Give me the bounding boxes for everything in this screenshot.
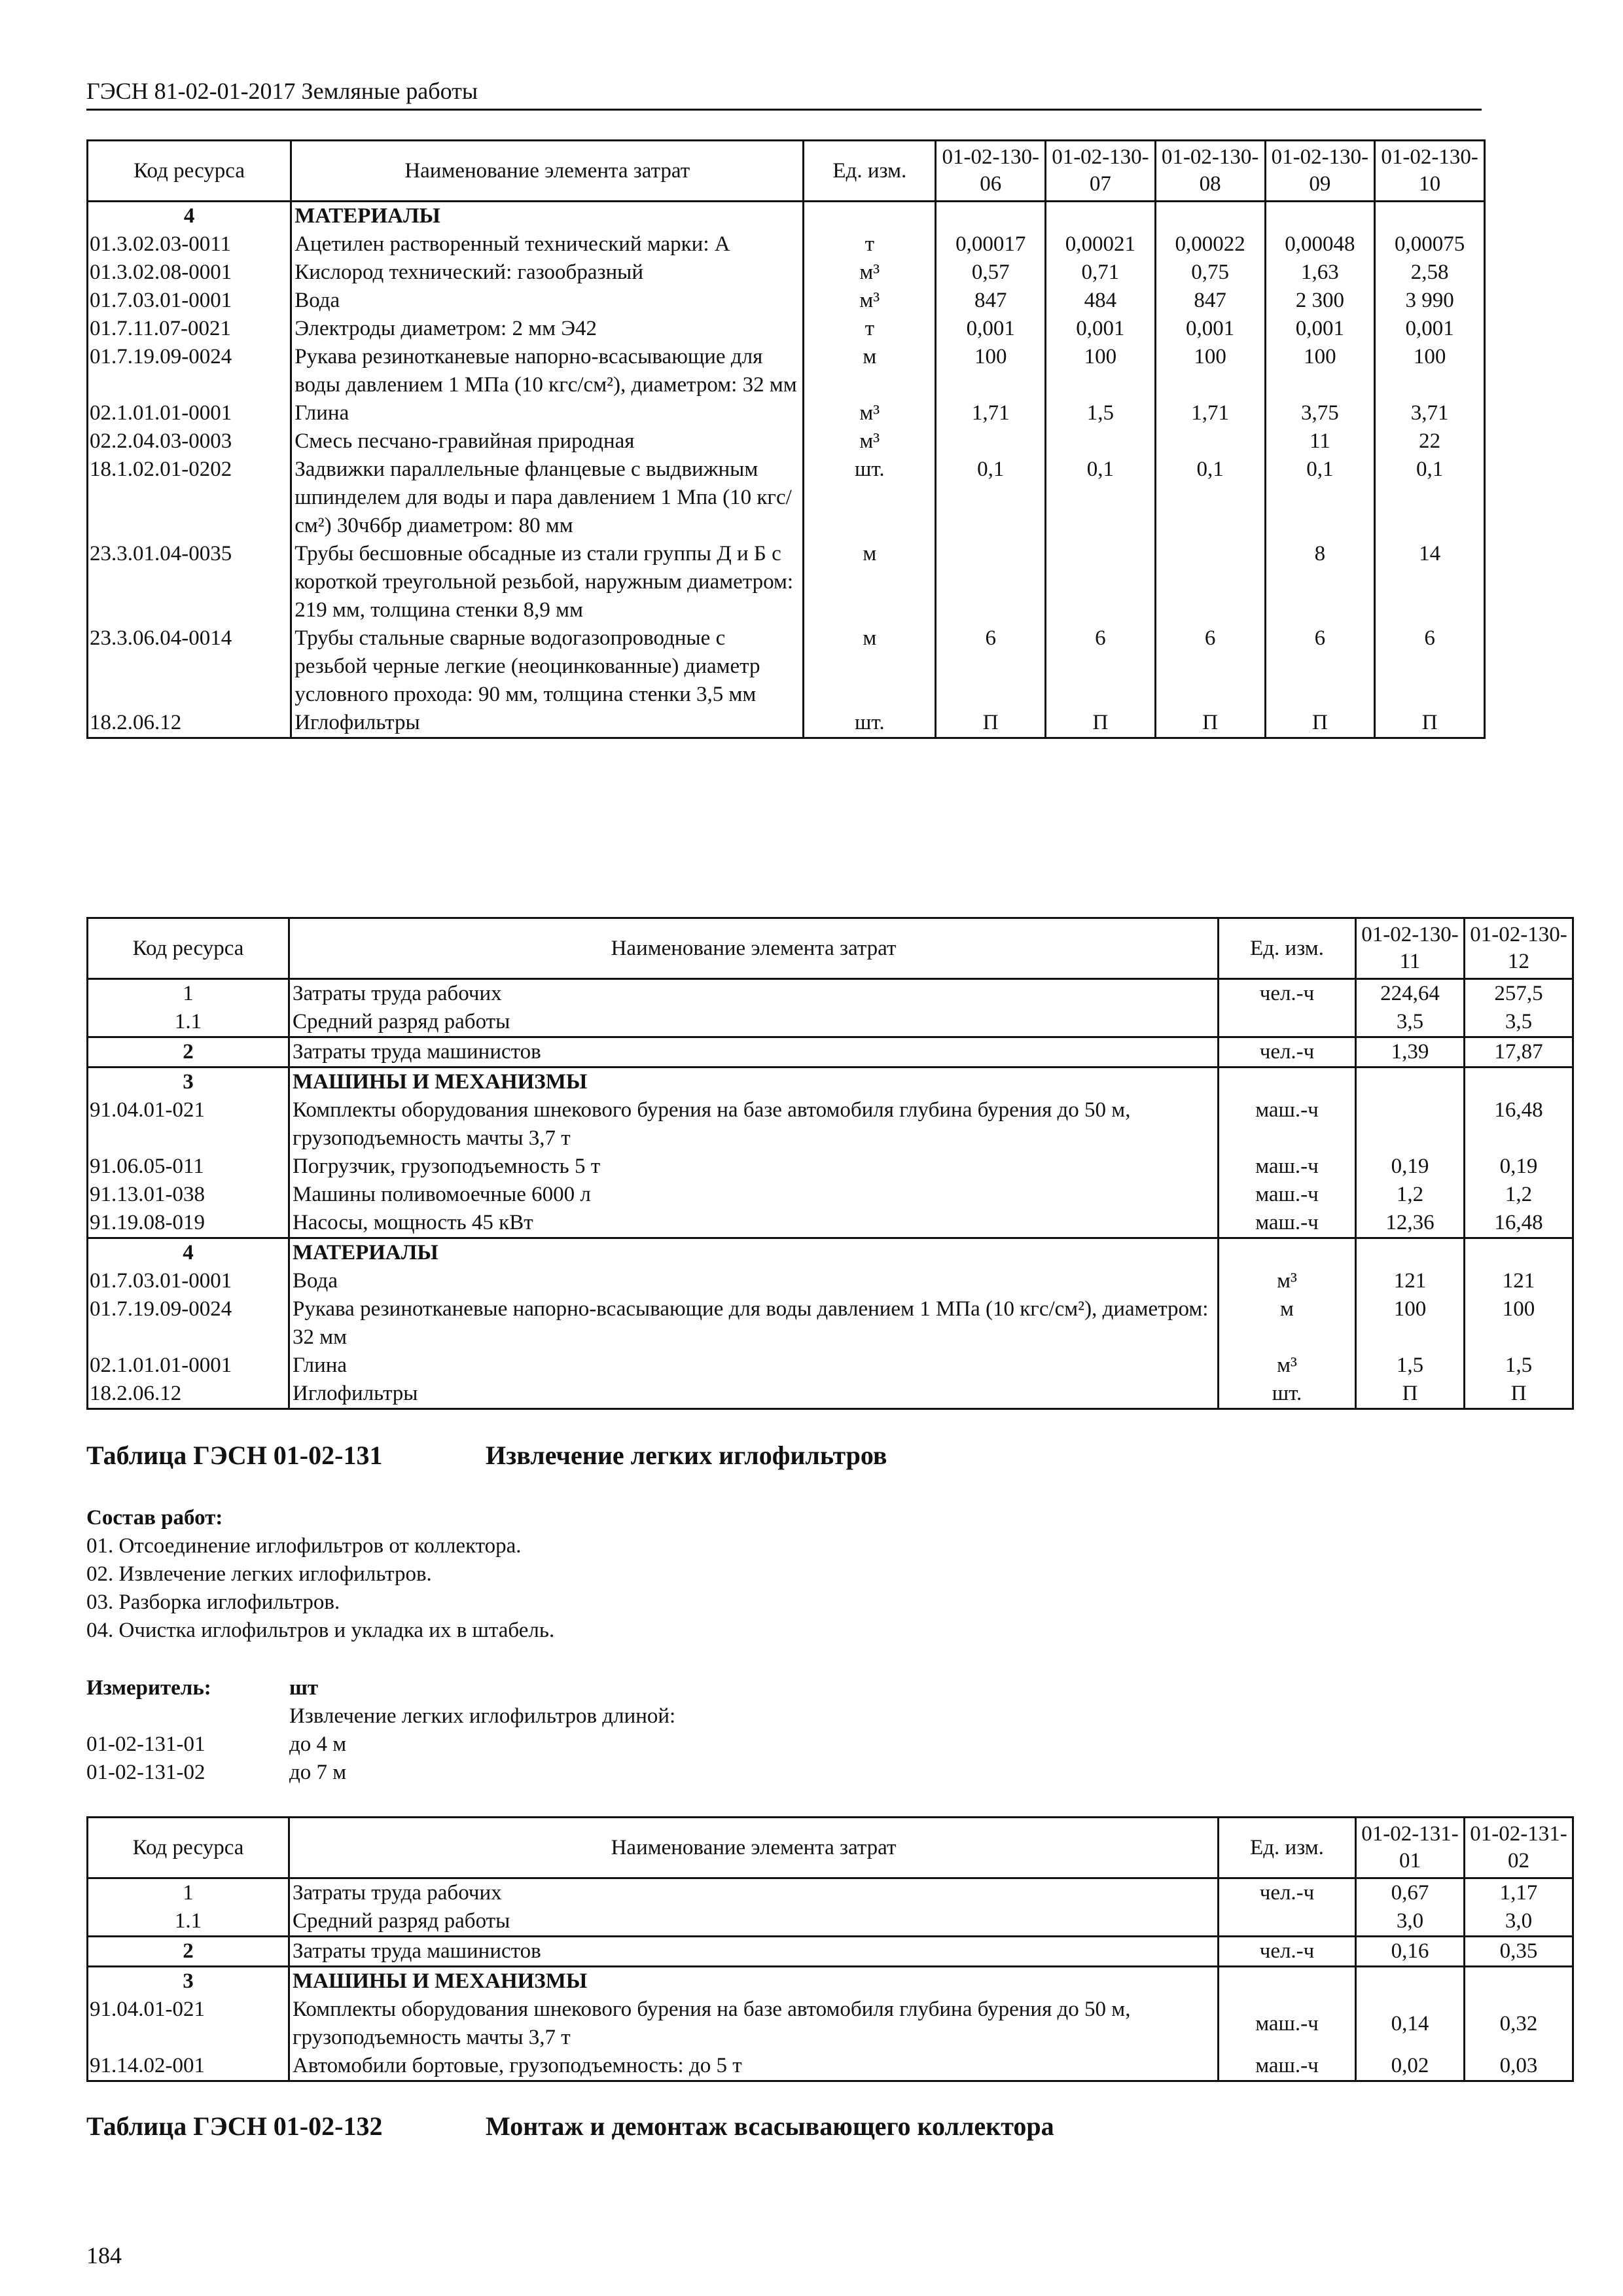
resource-name: Комплекты оборудования шнекового бурения на базе автомобиля глубина бурения до 50 м, грузоподъемность мачты 3,7 т xyxy=(289,1996,1219,2052)
resource-unit: м xyxy=(804,343,936,399)
resource-value xyxy=(1356,1067,1465,1097)
resource-value xyxy=(1155,540,1265,624)
measure-label: Измеритель: xyxy=(86,1676,211,1700)
resource-table-130-11-12 xyxy=(86,917,1574,1410)
resource-value: 847 xyxy=(936,287,1046,315)
resource-value: 0,1 xyxy=(1375,456,1485,540)
resource-value: 224,64 xyxy=(1356,979,1465,1009)
resource-name: Погрузчик, грузоподъемность 5 т xyxy=(289,1153,1219,1181)
table-row xyxy=(88,1096,1573,1153)
resource-value: 16,48 xyxy=(1465,1096,1573,1153)
resource-value: 0,00021 xyxy=(1046,230,1156,259)
variant-code: 01-02-131-01 xyxy=(86,1732,205,1756)
resource-code: 02.2.04.03-0003 xyxy=(88,427,291,456)
table-131-number: Таблица ГЭСН 01-02-131 xyxy=(86,1441,383,1470)
table-row xyxy=(88,230,1485,259)
resource-unit: м xyxy=(1219,1295,1356,1352)
table-row xyxy=(88,259,1485,287)
resource-unit: шт. xyxy=(804,709,936,738)
resource-unit: т xyxy=(804,315,936,343)
table-row xyxy=(88,343,1485,399)
resource-unit xyxy=(804,202,936,231)
resource-unit xyxy=(1219,1067,1356,1097)
col-header-name: Наименование элемента затрат xyxy=(291,141,804,202)
resource-code: 3 xyxy=(88,1067,289,1097)
resource-code: 01.7.03.01-0001 xyxy=(88,1267,289,1295)
table-row xyxy=(88,287,1485,315)
resource-name: Насосы, мощность 45 кВт xyxy=(289,1209,1219,1238)
resource-name: Задвижки параллельные фланцевые с выдвижным шпинделем для воды и пара давлением 1 Мпа (10 кгс/см²) 30ч6бр диаметром: 80 мм xyxy=(291,456,804,540)
table-row xyxy=(88,202,1485,231)
resource-name: Затраты труда рабочих xyxy=(289,979,1219,1009)
resource-value: 100 xyxy=(1356,1295,1465,1352)
resource-unit xyxy=(1219,1967,1356,1996)
table-row xyxy=(88,1967,1573,1996)
resource-value: 3 990 xyxy=(1375,287,1485,315)
col-header-code: Код ресурса xyxy=(88,1818,289,1878)
table-row xyxy=(88,1937,1573,1967)
resource-code: 18.2.06.12 xyxy=(88,1380,289,1409)
resource-code: 18.1.02.01-0202 xyxy=(88,456,291,540)
resource-value xyxy=(1155,202,1265,231)
resource-unit: м xyxy=(804,540,936,624)
table-row xyxy=(88,979,1573,1009)
resource-name: Электроды диаметром: 2 мм Э42 xyxy=(291,315,804,343)
resource-name: Машины поливомоечные 6000 л xyxy=(289,1181,1219,1209)
resource-code: 1 xyxy=(88,979,289,1009)
variant-text: до 4 м xyxy=(289,1732,347,1756)
resource-unit: шт. xyxy=(804,456,936,540)
resource-value: 2,58 xyxy=(1375,259,1485,287)
col-header-code-value: 01-02-130-06 xyxy=(936,141,1046,202)
resource-unit: м³ xyxy=(804,259,936,287)
table-row xyxy=(88,2052,1573,2081)
resource-value: П xyxy=(1356,1380,1465,1409)
resource-code: 01.3.02.08-0001 xyxy=(88,259,291,287)
col-header-code-value: 01-02-130-08 xyxy=(1155,141,1265,202)
resource-code: 18.2.06.12 xyxy=(88,709,291,738)
resource-value: 257,5 xyxy=(1465,979,1573,1009)
resource-name: Затраты труда рабочих xyxy=(289,1878,1219,1908)
header-row xyxy=(88,918,1573,979)
table-row xyxy=(88,624,1485,709)
resource-value: 2 300 xyxy=(1265,287,1375,315)
resource-value: 22 xyxy=(1375,427,1485,456)
resource-value xyxy=(1465,1238,1573,1268)
table-row xyxy=(88,1238,1573,1268)
resource-name: Кислород технический: газообразный xyxy=(291,259,804,287)
resource-code: 2 xyxy=(88,1037,289,1067)
resource-value: 6 xyxy=(1046,624,1156,709)
col-header-unit: Ед. изм. xyxy=(1219,918,1356,979)
resource-value: 0,16 xyxy=(1356,1937,1465,1967)
resource-value: 0,001 xyxy=(1046,315,1156,343)
resource-name: МАШИНЫ И МЕХАНИЗМЫ xyxy=(289,1967,1219,1996)
resource-name: Трубы стальные сварные водогазопроводные с резьбой черные легкие (неоцинкованные) диаметр условного прохода: 90 мм, толщина стенки 3,5 мм xyxy=(291,624,804,709)
table-row xyxy=(88,427,1485,456)
col-header-name: Наименование элемента затрат xyxy=(289,918,1219,979)
header-row xyxy=(88,141,1485,202)
resource-value: 0,1 xyxy=(1155,456,1265,540)
resource-value: 100 xyxy=(936,343,1046,399)
work-composition xyxy=(86,1504,554,1645)
resource-table-131 xyxy=(86,1816,1574,2082)
resource-unit: маш.-ч xyxy=(1219,1096,1356,1153)
variant-text: до 7 м xyxy=(289,1761,347,1784)
col-header-code-value: 01-02-131-01 xyxy=(1356,1818,1465,1878)
table-row xyxy=(88,1878,1573,1908)
resource-value: 0,001 xyxy=(936,315,1046,343)
resource-value: 0,001 xyxy=(1375,315,1485,343)
resource-code: 01.7.19.09-0024 xyxy=(88,343,291,399)
resource-name: Автомобили бортовые, грузоподъемность: до 5 т xyxy=(289,2052,1219,2081)
table-row xyxy=(88,1067,1573,1097)
resource-value xyxy=(1465,1067,1573,1097)
resource-value: 0,02 xyxy=(1356,2052,1465,2081)
resource-value: 0,03 xyxy=(1465,2052,1573,2081)
table-132-heading xyxy=(86,2111,1054,2142)
resource-name: Рукава резинотканевые напорно-всасывающие для воды давлением 1 МПа (10 кгс/см²), диаметром: 32 мм xyxy=(291,343,804,399)
resource-unit: чел.-ч xyxy=(1219,1937,1356,1967)
resource-value xyxy=(1046,427,1156,456)
resource-value: 1,71 xyxy=(1155,399,1265,427)
resource-value: 0,75 xyxy=(1155,259,1265,287)
resource-value: П xyxy=(1465,1380,1573,1409)
resource-code: 91.19.08-019 xyxy=(88,1209,289,1238)
resource-value: 0,001 xyxy=(1155,315,1265,343)
resource-code: 91.13.01-038 xyxy=(88,1181,289,1209)
resource-code: 01.7.11.07-0021 xyxy=(88,315,291,343)
resource-value: 0,71 xyxy=(1046,259,1156,287)
resource-value: 6 xyxy=(1375,624,1485,709)
resource-code: 91.04.01-021 xyxy=(88,1996,289,2052)
resource-value: 1,2 xyxy=(1356,1181,1465,1209)
resource-unit xyxy=(1219,1238,1356,1268)
resource-unit: маш.-ч xyxy=(1219,1153,1356,1181)
resource-value: 121 xyxy=(1356,1267,1465,1295)
resource-value: 484 xyxy=(1046,287,1156,315)
resource-unit xyxy=(1219,1008,1356,1037)
resource-name: Затраты труда машинистов xyxy=(289,1037,1219,1067)
resource-code: 01.3.02.03-0011 xyxy=(88,230,291,259)
resource-value: 847 xyxy=(1155,287,1265,315)
resource-value xyxy=(1465,1967,1573,1996)
running-header xyxy=(86,77,1482,111)
resource-value: П xyxy=(1155,709,1265,738)
resource-value: 1,71 xyxy=(936,399,1046,427)
resource-value: 6 xyxy=(936,624,1046,709)
resource-value: 3,0 xyxy=(1356,1907,1465,1937)
resource-value: 0,57 xyxy=(936,259,1046,287)
resource-unit: чел.-ч xyxy=(1219,979,1356,1009)
resource-value: 0,19 xyxy=(1465,1153,1573,1181)
resource-value xyxy=(936,427,1046,456)
resource-name: Трубы бесшовные обсадные из стали группы Д и Б с короткой треугольной резьбой, наружным диаметром: 219 мм, толщина стенки 8,9 мм xyxy=(291,540,804,624)
resource-value: 0,1 xyxy=(936,456,1046,540)
resource-code: 1.1 xyxy=(88,1008,289,1037)
table-132-number: Таблица ГЭСН 01-02-132 xyxy=(86,2111,383,2141)
resource-value: 1,17 xyxy=(1465,1878,1573,1908)
resource-code: 3 xyxy=(88,1967,289,1996)
col-header-code-value: 01-02-131-02 xyxy=(1465,1818,1573,1878)
resource-value: 3,71 xyxy=(1375,399,1485,427)
col-header-code: Код ресурса xyxy=(88,141,291,202)
resource-code: 02.1.01.01-0001 xyxy=(88,399,291,427)
resource-value xyxy=(1356,1238,1465,1268)
resource-value: 0,00075 xyxy=(1375,230,1485,259)
resource-name: Смесь песчано-гравийная природная xyxy=(291,427,804,456)
resource-code: 91.06.05-011 xyxy=(88,1153,289,1181)
resource-code: 1.1 xyxy=(88,1907,289,1937)
resource-value: 12,36 xyxy=(1356,1209,1465,1238)
resource-unit xyxy=(1219,1907,1356,1937)
resource-value: 11 xyxy=(1265,427,1375,456)
resource-value xyxy=(1155,427,1265,456)
resource-value: 1,63 xyxy=(1265,259,1375,287)
resource-value: 14 xyxy=(1375,540,1485,624)
resource-value xyxy=(1375,202,1485,231)
resource-unit: м³ xyxy=(804,427,936,456)
table-row xyxy=(88,1008,1573,1037)
table-row xyxy=(88,399,1485,427)
resource-unit: м³ xyxy=(1219,1352,1356,1380)
table-row xyxy=(88,1907,1573,1937)
resource-value xyxy=(1046,202,1156,231)
resource-value: 1,39 xyxy=(1356,1037,1465,1067)
col-header-code-value: 01-02-130-07 xyxy=(1046,141,1156,202)
resource-unit: маш.-ч xyxy=(1219,1181,1356,1209)
resource-value: 17,87 xyxy=(1465,1037,1573,1067)
col-header-code-value: 01-02-130-10 xyxy=(1375,141,1485,202)
resource-value: 3,5 xyxy=(1465,1008,1573,1037)
work-item: 02. Извлечение легких иглофильтров. xyxy=(86,1562,432,1586)
table-row xyxy=(88,1153,1573,1181)
resource-unit: чел.-ч xyxy=(1219,1878,1356,1908)
resource-value: 1,2 xyxy=(1465,1181,1573,1209)
table-row xyxy=(88,1352,1573,1380)
resource-value: П xyxy=(1046,709,1156,738)
resource-value: 1,5 xyxy=(1356,1352,1465,1380)
resource-value: 100 xyxy=(1155,343,1265,399)
table-row xyxy=(88,456,1485,540)
col-header-name: Наименование элемента затрат xyxy=(289,1818,1219,1878)
resource-name: Средний разряд работы xyxy=(289,1008,1219,1037)
resource-value: 121 xyxy=(1465,1267,1573,1295)
work-item: 01. Отсоединение иглофильтров от коллектора. xyxy=(86,1534,522,1558)
table-131-title: Извлечение легких иглофильтров xyxy=(486,1441,887,1470)
resource-name: МАТЕРИАЛЫ xyxy=(291,202,804,231)
header-row xyxy=(88,1818,1573,1878)
work-item: 03. Разборка иглофильтров. xyxy=(86,1590,340,1614)
resource-code: 02.1.01.01-0001 xyxy=(88,1352,289,1380)
resource-value: 100 xyxy=(1375,343,1485,399)
resource-name: Ацетилен растворенный технический марки: А xyxy=(291,230,804,259)
table-row xyxy=(88,1267,1573,1295)
variant-code: 01-02-131-02 xyxy=(86,1761,205,1784)
resource-value: 3,5 xyxy=(1356,1008,1465,1037)
resource-value xyxy=(936,540,1046,624)
resource-value: 0,00017 xyxy=(936,230,1046,259)
resource-unit: маш.-ч xyxy=(1219,2052,1356,2081)
table-row xyxy=(88,315,1485,343)
resource-name: Вода xyxy=(291,287,804,315)
table-row xyxy=(88,1209,1573,1238)
resource-name: МАШИНЫ И МЕХАНИЗМЫ xyxy=(289,1067,1219,1097)
resource-value: 0,00048 xyxy=(1265,230,1375,259)
resource-code: 01.7.19.09-0024 xyxy=(88,1295,289,1352)
resource-value: 6 xyxy=(1265,624,1375,709)
resource-code: 4 xyxy=(88,1238,289,1268)
resource-unit: чел.-ч xyxy=(1219,1037,1356,1067)
table-131-heading xyxy=(86,1440,887,1471)
table-row xyxy=(88,1295,1573,1352)
resource-value: 0,35 xyxy=(1465,1937,1573,1967)
resource-value: 0,1 xyxy=(1265,456,1375,540)
resource-name: Средний разряд работы xyxy=(289,1907,1219,1937)
col-header-unit: Ед. изм. xyxy=(804,141,936,202)
table-row xyxy=(88,709,1485,738)
header-title: ГЭСН 81-02-01-2017 Земляные работы xyxy=(86,78,478,104)
resource-value xyxy=(1265,202,1375,231)
resource-code: 1 xyxy=(88,1878,289,1908)
table-132-title: Монтаж и демонтаж всасывающего коллектора xyxy=(486,2111,1054,2141)
resource-name: Глина xyxy=(291,399,804,427)
resource-value: 0,67 xyxy=(1356,1878,1465,1908)
resource-code: 23.3.06.04-0014 xyxy=(88,624,291,709)
resource-value: 1,5 xyxy=(1465,1352,1573,1380)
resource-value: 0,1 xyxy=(1046,456,1156,540)
col-header-code-value: 01-02-130-09 xyxy=(1265,141,1375,202)
resource-value xyxy=(1046,540,1156,624)
measure-unit: шт xyxy=(289,1676,319,1700)
col-header-unit: Ед. изм. xyxy=(1219,1818,1356,1878)
resource-value xyxy=(1356,1967,1465,1996)
resource-unit: т xyxy=(804,230,936,259)
resource-value: 3,75 xyxy=(1265,399,1375,427)
resource-code: 91.04.01-021 xyxy=(88,1096,289,1153)
resource-name: Затраты труда машинистов xyxy=(289,1937,1219,1967)
resource-name: Иглофильтры xyxy=(289,1380,1219,1409)
resource-unit: шт. xyxy=(1219,1380,1356,1409)
resource-value: 0,14 xyxy=(1356,1996,1465,2052)
resource-code: 4 xyxy=(88,202,291,231)
resource-unit: м³ xyxy=(1219,1267,1356,1295)
resource-value: 0,32 xyxy=(1465,1996,1573,2052)
resource-value: 0,00022 xyxy=(1155,230,1265,259)
resource-value: П xyxy=(936,709,1046,738)
resource-name: Комплекты оборудования шнекового бурения на базе автомобиля глубина бурения до 50 м, грузоподъемность мачты 3,7 т xyxy=(289,1096,1219,1153)
resource-unit: м³ xyxy=(804,287,936,315)
col-header-code-value: 01-02-130-12 xyxy=(1465,918,1573,979)
resource-code: 23.3.01.04-0035 xyxy=(88,540,291,624)
table-row xyxy=(88,1380,1573,1409)
resource-value: 100 xyxy=(1465,1295,1573,1352)
resource-name: МАТЕРИАЛЫ xyxy=(289,1238,1219,1268)
resource-unit: маш.-ч xyxy=(1219,1996,1356,2052)
resource-name: Иглофильтры xyxy=(291,709,804,738)
work-item: 04. Очистка иглофильтров и укладка их в штабель. xyxy=(86,1619,555,1642)
resource-value: 100 xyxy=(1046,343,1156,399)
measure-description: Извлечение легких иглофильтров длиной: xyxy=(289,1704,676,1728)
resource-name: Глина xyxy=(289,1352,1219,1380)
table-row xyxy=(88,1996,1573,2052)
table-row xyxy=(88,1037,1573,1067)
resource-unit: маш.-ч xyxy=(1219,1209,1356,1238)
resource-value: 0,19 xyxy=(1356,1153,1465,1181)
resource-name: Рукава резинотканевые напорно-всасывающие для воды давлением 1 МПа (10 кгс/см²), диаметром: 32 мм xyxy=(289,1295,1219,1352)
resource-table-130-06-10 xyxy=(86,139,1486,739)
resource-code: 2 xyxy=(88,1937,289,1967)
page-number: 184 xyxy=(86,2242,122,2269)
work-composition-label: Состав работ: xyxy=(86,1506,223,1530)
measure-block xyxy=(86,1674,675,1787)
resource-unit: м³ xyxy=(804,399,936,427)
resource-value: 6 xyxy=(1155,624,1265,709)
col-header-code-value: 01-02-130-11 xyxy=(1356,918,1465,979)
resource-value xyxy=(936,202,1046,231)
resource-code: 01.7.03.01-0001 xyxy=(88,287,291,315)
table-row xyxy=(88,1181,1573,1209)
resource-code: 91.14.02-001 xyxy=(88,2052,289,2081)
table-row xyxy=(88,540,1485,624)
resource-value: П xyxy=(1265,709,1375,738)
resource-value: 1,5 xyxy=(1046,399,1156,427)
resource-value: 8 xyxy=(1265,540,1375,624)
resource-value xyxy=(1356,1096,1465,1153)
resource-value: 100 xyxy=(1265,343,1375,399)
resource-value: 3,0 xyxy=(1465,1907,1573,1937)
resource-value: 16,48 xyxy=(1465,1209,1573,1238)
resource-value: П xyxy=(1375,709,1485,738)
resource-name: Вода xyxy=(289,1267,1219,1295)
resource-value: 0,001 xyxy=(1265,315,1375,343)
col-header-code: Код ресурса xyxy=(88,918,289,979)
resource-unit: м xyxy=(804,624,936,709)
